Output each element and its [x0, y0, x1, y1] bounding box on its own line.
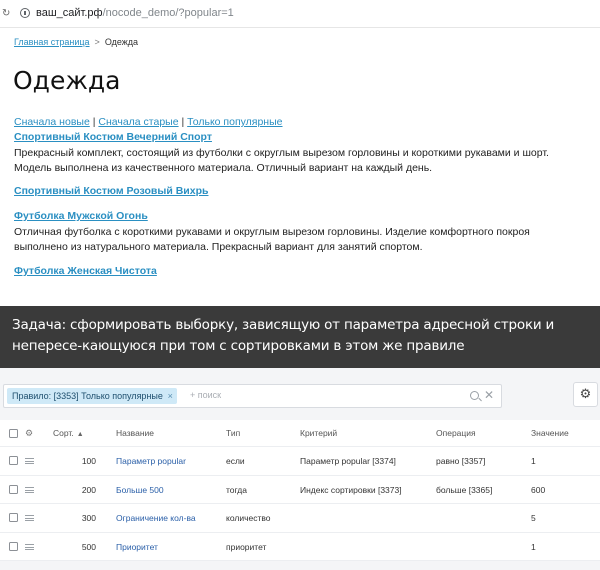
product-description: Прекрасный комплект, состоящий из футболки с округлым вырезом горловины и короткими рукавами и шорт. Модель выполнена из качественного материала. Отличный вариант на каждый день.: [14, 147, 549, 174]
column-header-name[interactable]: Название: [116, 428, 154, 438]
product-title-link[interactable]: Спортивный Костюм Розовый Вихрь: [14, 185, 209, 197]
clear-icon[interactable]: ✕: [483, 388, 494, 402]
sort-ascending-icon: ▲: [76, 431, 84, 438]
drag-handle-icon[interactable]: [25, 487, 34, 493]
url-field[interactable]: [36, 7, 234, 19]
breadcrumb-home-link[interactable]: Главная страница: [14, 37, 90, 47]
table-row[interactable]: [0, 476, 600, 505]
table-row[interactable]: [0, 533, 600, 562]
back-arrow-icon[interactable]: ↻: [2, 8, 11, 19]
task-banner: Задача: сформировать выборку, зависящую от параметра адресной строки и непересе-кающуюся при том с сортировками в этом же правиле: [0, 306, 600, 368]
row-name-link[interactable]: Ограничение кол-ва: [116, 513, 196, 523]
chip-close-icon[interactable]: ×: [167, 391, 173, 401]
row-checkbox[interactable]: [9, 485, 18, 494]
gear-icon: ⚙: [579, 386, 592, 401]
breadcrumb: [14, 37, 138, 47]
row-value: 1: [531, 541, 536, 552]
product-title-link[interactable]: Футболка Мужской Огонь: [14, 210, 148, 222]
row-sort: 500: [81, 541, 96, 552]
filter-chip[interactable]: [7, 388, 177, 404]
product-title-link[interactable]: Футболка Женская Чистота: [14, 265, 157, 277]
sort-oldest-link[interactable]: Сначала старые: [98, 116, 179, 128]
column-header-sort[interactable]: [53, 420, 84, 448]
row-operation: больше [3365]: [436, 484, 493, 495]
search-input[interactable]: + поиск: [190, 390, 222, 400]
column-header-value[interactable]: Значение: [531, 428, 569, 438]
sort-separator: |: [92, 116, 96, 128]
row-name-link[interactable]: Параметр popular: [116, 456, 186, 466]
drag-handle-icon[interactable]: [25, 544, 34, 550]
table-row[interactable]: [0, 447, 600, 476]
row-sort: 300: [81, 513, 96, 523]
row-value: 5: [531, 513, 536, 523]
search-icon[interactable]: [470, 391, 479, 400]
url-path: /nocode_demo/?popular=1: [102, 7, 234, 19]
breadcrumb-separator: >: [94, 37, 100, 47]
row-name-link[interactable]: Приоритет: [116, 541, 158, 552]
row-criterion: Индекс сортировки [3373]: [300, 484, 402, 495]
row-value: 600: [531, 484, 546, 495]
product-description: Отличная футболка с короткими рукавами и округлым вырезом горловины. Изделие комфортного покроя выполнено из натурального материала. Прекрасный вариант для занятий спортом.: [14, 226, 530, 253]
sort-separator: |: [181, 116, 185, 128]
admin-panel: [0, 368, 600, 570]
filter-search-bar[interactable]: [3, 384, 502, 408]
row-sort: 100: [81, 456, 96, 466]
column-settings-icon[interactable]: ⚙: [25, 428, 34, 438]
row-operation: равно [3357]: [436, 456, 486, 466]
row-criterion: Параметр popular [3374]: [300, 456, 396, 466]
row-checkbox[interactable]: [9, 542, 18, 551]
settings-button[interactable]: [573, 382, 598, 407]
row-name-link[interactable]: Больше 500: [116, 484, 164, 495]
column-header-operation[interactable]: Операция: [436, 428, 476, 438]
drag-handle-icon[interactable]: [25, 515, 34, 521]
sort-popular-link[interactable]: Только популярные: [187, 116, 283, 128]
row-type: тогда: [226, 484, 247, 495]
sort-newest-link[interactable]: Сначала новые: [14, 116, 90, 128]
table-header-row: [0, 420, 600, 447]
row-type: если: [226, 456, 245, 466]
browser-address-bar: [0, 0, 600, 28]
row-sort: 200: [81, 484, 96, 495]
filter-chip-label: Правило: [3353] Только популярные: [12, 391, 163, 401]
table-row[interactable]: [0, 504, 600, 533]
row-type: количество: [226, 513, 271, 523]
row-type: приоритет: [226, 541, 267, 552]
product-title-link[interactable]: Спортивный Костюм Вечерний Спорт: [14, 131, 212, 143]
row-checkbox[interactable]: [9, 513, 18, 522]
column-header-type[interactable]: Тип: [226, 428, 241, 438]
sort-links: [14, 116, 283, 128]
column-header-sort-label: Сорт.: [53, 428, 74, 438]
rules-table: [0, 420, 600, 561]
select-all-checkbox[interactable]: [9, 429, 18, 438]
column-header-criterion[interactable]: Критерий: [300, 428, 338, 438]
url-host: ваш_сайт.рф: [36, 7, 103, 19]
row-value: 1: [531, 456, 536, 466]
site-content: [0, 28, 600, 306]
row-checkbox[interactable]: [9, 456, 18, 465]
drag-handle-icon[interactable]: [25, 458, 34, 464]
page-title: Одежда: [13, 66, 121, 95]
breadcrumb-current: Одежда: [104, 37, 139, 47]
site-info-icon[interactable]: [20, 8, 30, 18]
